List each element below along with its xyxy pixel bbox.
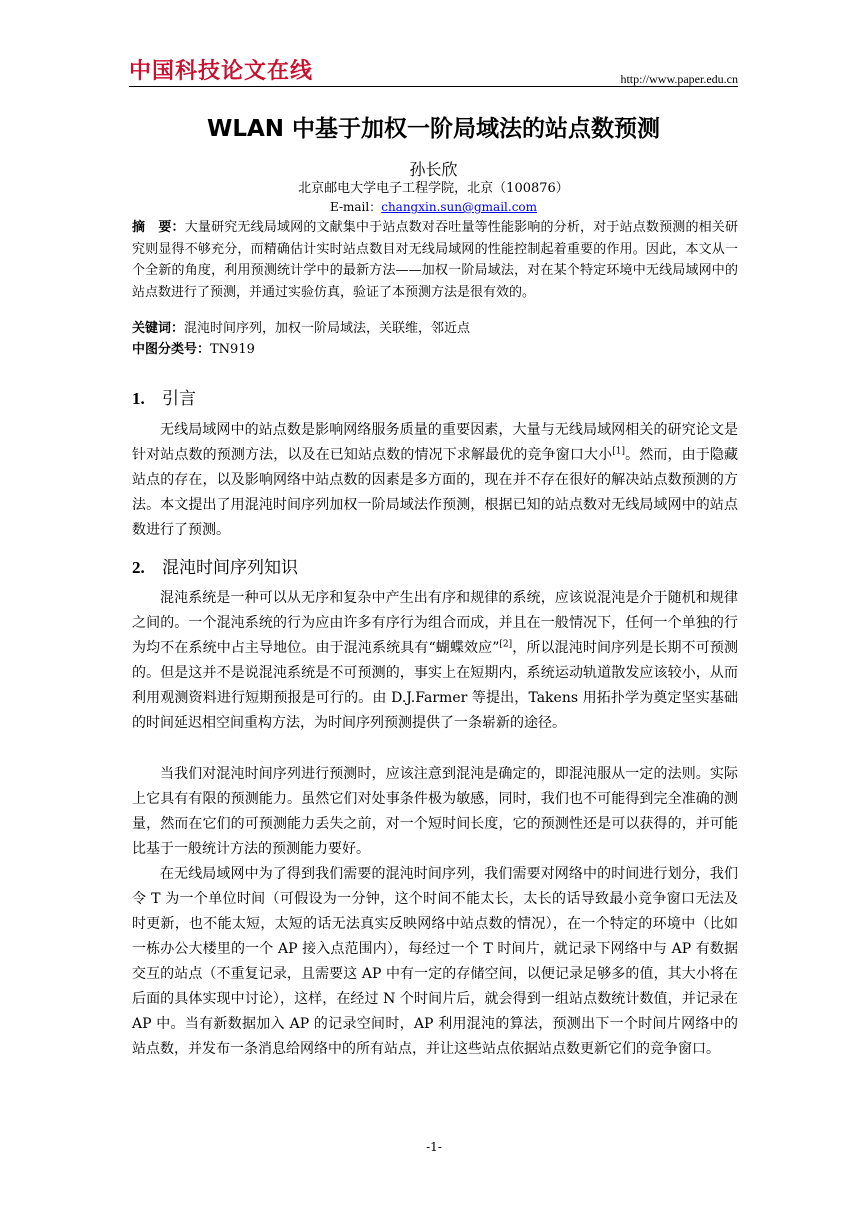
classification-code: TN919 bbox=[210, 342, 255, 357]
author-email-line bbox=[129, 199, 738, 215]
classification-label: 中图分类号： bbox=[132, 342, 211, 357]
journal-logo: 中国科技论文在线 bbox=[129, 59, 314, 84]
email-link[interactable]: changxin.sun@gmail.com bbox=[381, 200, 538, 214]
paragraph-text: 当我们对混沌时间序列进行预测时，应该注意到混沌是确定的，即混沌服从一定的法则。实际上它具有有限的预测能力。虽然它们对处事条件极为敏感，同时，我们也不可能得到完全准确的测量，然而在它们的可预测能力丢失之前，对一个短时间长度，它的预测性还是可以获得的，并可能比基于一般统计方法的预测能力要好。 bbox=[132, 766, 738, 857]
paragraph-text: 。然而，由于隐藏站点的存在，以及影响网络中站点数的因素是多方面的，现在并不存在很好的解决站点数预测的方法。本文提出了用混沌时间序列加权一阶局域法作预测，根据已知的站点数对无线局域网中的站点数进行了预测。 bbox=[132, 447, 738, 538]
header-url[interactable]: http://www.paper.edu.cn bbox=[620, 72, 738, 86]
section-number: 1. bbox=[132, 389, 145, 408]
paragraph-text: 在无线局域网中为了得到我们需要的混沌时间序列，我们需要对网络中的时间进行划分，我们令 T 为一个单位时间（可假设为一分钟，这个时间不能太长，太长的话导致最小竞争窗口无法及时更新，也不能太短，太短的话无法真实反映网络中站点数的情况），在一个特定的环境中（比如一栋办公大楼里的一个 AP 接入点范围内），每经过一个 T 时间片，就记录下网络中与 AP 有数据交互的站点（不重复记录，且需要这 AP 中有一定的存储空间，以便记录足够多的值，其大小将在后面的具体实现中讨论），这样，在经过 N 个时间片后，就会得到一组站点数统计数值，并记录在 AP 中。当有新数据加入 AP 的记录空间时，AP 利用混沌的算法，预测出下一个时间片网络中的站点数，并发布一条消息给网络中的所有站点，并让这些站点依据站点数更新它们的竞争窗口。 bbox=[132, 866, 738, 1057]
author-name: 孙长欣 bbox=[409, 160, 458, 179]
author-affiliation: 北京邮电大学电子工程学院，北京（100876） bbox=[298, 181, 569, 196]
paragraph bbox=[132, 762, 738, 862]
keywords bbox=[132, 318, 738, 339]
paper-title: WLAN 中基于加权一阶局域法的站点数预测 bbox=[206, 116, 661, 142]
paragraph-text: 混沌系统是一种可以从无序和复杂中产生出有序和规律的系统，应该说混沌是介于随机和规律之间的。一个混沌系统的行为应由许多有序行为组合而成，并且在一般情况下，任何一个单独的行为均不在系统中占主导地位。由于混沌系统具有“蝴蝶效应” bbox=[132, 590, 738, 656]
abstract-label: 摘 要： bbox=[132, 220, 185, 235]
paragraph bbox=[132, 418, 738, 543]
paragraph bbox=[132, 862, 738, 1062]
header-divider bbox=[129, 86, 738, 87]
section-number: 2. bbox=[132, 558, 145, 577]
section-title: 混沌时间序列知识 bbox=[162, 558, 298, 578]
abstract-text: 大量研究无线局域网的文献集中于站点数对吞吐量等性能影响的分析，对于站点数预测的相关研究则显得不够充分，而精确估计实时站点数目对无线局域网的性能控制起着重要的作用。因此，本文从一个全新的角度，利用预测统计学中的最新方法——加权一阶局域法，对在某个特定环境中无线局域网中的站点数进行了预测，并通过实验仿真，验证了本预测方法是很有效的。 bbox=[132, 220, 738, 300]
keywords-label: 关键词： bbox=[132, 321, 185, 336]
paragraph-text: 无线局域网中的站点数是影响网络服务质量的重要因素，大量与无线局域网相关的研究论文是针对站点数的预测方法，以及在已知站点数的情况下求解最优的竞争窗口大小 bbox=[132, 422, 738, 463]
citation-ref: [2] bbox=[499, 639, 513, 650]
section-title: 引言 bbox=[162, 389, 196, 409]
page-number: -1- bbox=[426, 1140, 442, 1154]
section-heading-1 bbox=[132, 387, 738, 411]
classification bbox=[132, 339, 738, 360]
abstract bbox=[132, 217, 738, 303]
section-heading-2 bbox=[132, 556, 738, 580]
keywords-text: 混沌时间序列，加权一阶局域法，关联维，邻近点 bbox=[184, 321, 471, 336]
citation-ref: [1] bbox=[612, 446, 625, 457]
paragraph-text: ，所以混沌时间序列是长期不可预测的。但是这并不是说混沌系统是不可预测的，事实上在短期内，系统运动轨道散发应该较小，从而利用观测资料进行短期预报是可行的。由 D.J.Farmer 等提出，Takens 用拓扑学为奠定坚实基础的时间延迟相空间重构方法，为时间序列预测提供了一条崭新的途径。 bbox=[132, 640, 738, 731]
paragraph bbox=[132, 586, 738, 736]
email-label: E-mail： bbox=[329, 200, 382, 214]
